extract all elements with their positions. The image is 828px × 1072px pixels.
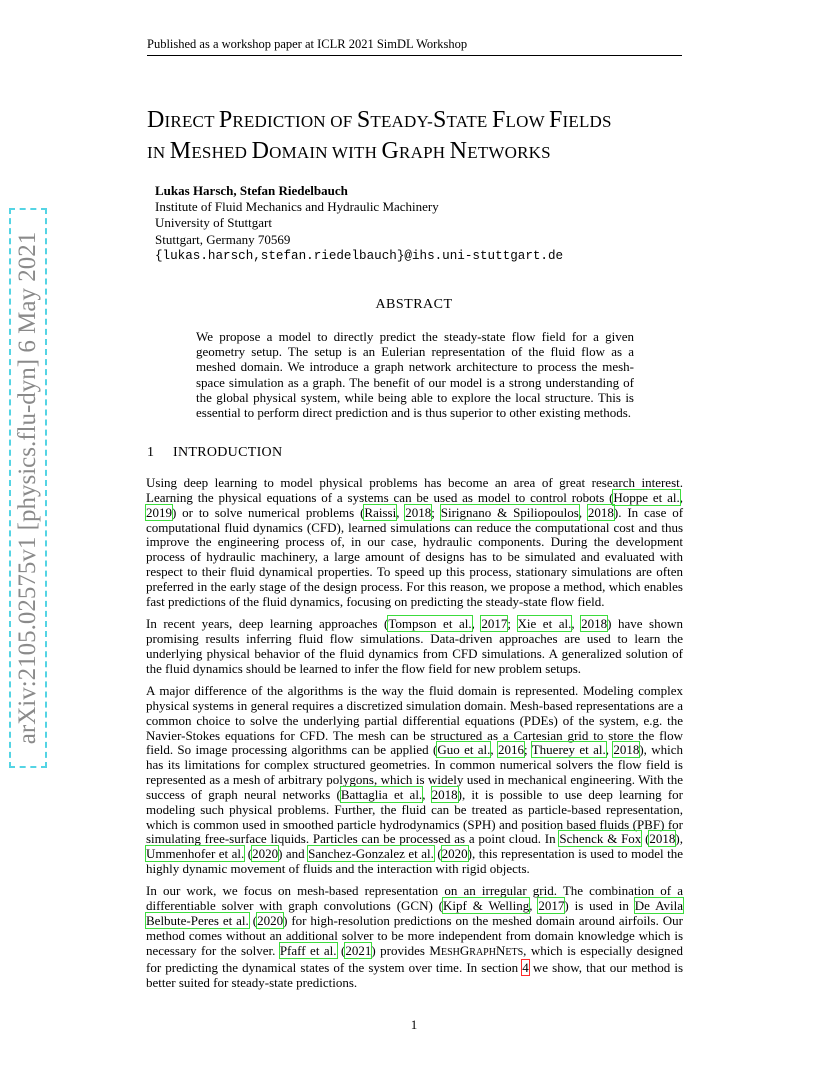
title-initial: F	[548, 107, 563, 133]
title-word: IRECT	[164, 112, 219, 131]
citation-link[interactable]: Pfaff et al.	[279, 942, 337, 958]
author-names: Lukas Harsch, Stefan Riedelbauch	[155, 183, 348, 198]
citation-link[interactable]: 2020	[257, 913, 284, 929]
citation-link[interactable]: 2021	[345, 942, 372, 958]
citation-link[interactable]: 2020	[441, 846, 468, 862]
citation-link[interactable]: De Avila Belbute-Peres et al.	[146, 898, 683, 929]
title-word: LOW	[505, 112, 549, 131]
title-word: ETWORKS	[467, 143, 551, 162]
affiliation-address: Stuttgart, Germany 70569	[155, 231, 291, 247]
author-email[interactable]: {lukas.harsch,stefan.riedelbauch}@ihs.uni-stuttgart.de	[155, 248, 564, 263]
paragraph-4: In our work, we focus on mesh-based representation on an irregular grid. The combination of a differentiable solver with graph convolutions (GCN) (Kipf & Welling, 2017) is used in De Avila Belbute-Peres et al. (2020) for high-resolution predictions on the meshed domain around airfoils. Our method comes without an additional solver to be more independent from domain knowledge which is necessary for the solver. Pfaff et al. (2021) provides MESHGRAPHNETS, which is especially designed for predicting the dynamical states of the system over time. In section 4 we show, that our method is better suited for steady-state predictions.	[146, 883, 683, 990]
title-word: IELDS	[562, 112, 612, 131]
title-line-2	[147, 136, 707, 167]
title-line-1	[147, 105, 707, 136]
title-initial: N	[449, 138, 468, 164]
title-word: RAPH	[399, 143, 450, 162]
section-title: INTRODUCTION	[173, 445, 283, 460]
title-word: TEADY-	[370, 112, 433, 131]
title-initial: D	[147, 107, 165, 133]
abstract-heading: ABSTRACT	[375, 297, 453, 312]
affiliation-university: University of Stuttgart	[155, 215, 272, 231]
title-initial: P	[218, 107, 233, 133]
title-initial: S	[432, 107, 447, 133]
abstract-text: We propose a model to directly predict the steady-state flow field for a given geometry setup. The setup is an Eulerian representation of the fluid flow as a meshed domain. We introduce a graph network architecture to process the mesh-space simulation as a graph. The benefit of our model is a strong understanding of the global physical system, while being able to explore the local structure. This is essential to perform direct prediction and is thus superior to other existing methods.	[196, 329, 634, 421]
citation-link[interactable]: Kipf & Welling	[443, 898, 530, 914]
author-block	[155, 183, 563, 264]
running-header: Published as a workshop paper at ICLR 2021 SimDL Workshop	[147, 36, 682, 56]
citation-link[interactable]: Schenck & Fox	[559, 831, 642, 847]
citation-link[interactable]: 2018	[431, 786, 458, 802]
title-initial: M	[169, 138, 192, 164]
citation-link[interactable]: Xie et al.	[517, 616, 572, 632]
citation-link[interactable]: Battaglia et al.	[340, 786, 423, 802]
citation-link[interactable]: Ummenhofer et al.	[146, 846, 245, 862]
citation-link[interactable]: 2020	[252, 846, 279, 862]
title-initial: G	[381, 138, 400, 164]
citation-link[interactable]: 2017	[538, 898, 565, 914]
body-text	[146, 476, 683, 998]
paragraph-2: In recent years, deep learning approaches (Tompson et al., 2017; Xie et al., 2018) have shown promising results inferring fluid flow simulations. Data-driven approaches are used to learn the underlying physical behavior of the fluid dynamics from CFD simulations. A generalized solution of the fluid dynamics should be learned to infer the flow field for new problem setups.	[146, 616, 683, 676]
citation-link[interactable]: 2018	[613, 742, 640, 758]
citation-link[interactable]: 2016	[498, 742, 525, 758]
citation-link[interactable]: Sirignano & Spiliopoulos	[440, 504, 579, 520]
paragraph-3: A major difference of the algorithms is the way the fluid domain is represented. Modeling complex physical systems in general requires a discretized simulation domain. Mesh-based representations are a common choice to solve the underlying partial differential equations (PDEs) of the system, e.g. the Navier-Stokes equations for CFD. The mesh can be structured as a Cartesian grid to store the flow field. So image processing algorithms can be applied (Guo et al., 2016; Thuerey et al., 2018), which has its limitations for complex structured geometries. In common numerical solvers the flow field is represented as a mesh of arbitrary polygons, which is widely used in mechanical engineering. With the success of graph neural networks (Battaglia et al., 2018), it is possible to use deep learning for modeling such physical problems. Further, the fluid can be treated as particle-based representation, which is common used in smoothed particle hydrodynamics (SPH) and position based fluids (PBF) for simulating free-surface liquids. Particles can be processed as a point cloud. In Schenck & Fox (2018), Ummenhofer et al. (2020) and Sanchez-Gonzalez et al. (2020), this representation is used to model the highly dynamic movement of fluids and the interaction with rigid objects.	[146, 682, 684, 877]
citation-link[interactable]: 2018	[587, 504, 614, 520]
arxiv-stamp[interactable]	[9, 208, 47, 768]
title-word: IN	[147, 143, 170, 162]
citation-link[interactable]: Thuerey et al.	[531, 742, 606, 758]
small-caps-text: RAPH	[469, 946, 496, 958]
paragraph-1: Using deep learning to model physical problems has become an area of great research interest. Learning the physical equations of a systems can be used as model to control robots (Hoppe et al., 2019) or to solve numerical problems (Raissi, 2018; Sirignano & Spiliopoulos, 2018). In case of computational fluid dynamics (CFD), learned simulations can reduce the computational cost and thus improve the engineering process of, in our case, hydraulic components. During the development process of hydraulic machinery, a large amount of designs has to be simulated and evaluated with respect to their fluid dynamical properties. To speed up this process, stationary simulations are often preferred in the early stage of the design process. For this reason, we propose a method, which enables fast predictions of the fluid dynamics, focusing on predicting the steady-state flow field.	[146, 475, 684, 609]
citation-link[interactable]: Tompson et al.	[388, 616, 472, 632]
small-caps-text: ESH	[440, 946, 460, 958]
page-number: 1	[410, 1017, 418, 1032]
citation-link[interactable]: 2018	[581, 616, 608, 632]
affiliation-institute: Institute of Fluid Mechanics and Hydraulic Machinery	[155, 199, 439, 215]
section-ref-link[interactable]: 4	[522, 959, 529, 975]
section-number: 1	[147, 445, 155, 460]
citation-link[interactable]: 2018	[405, 504, 432, 520]
citation-link[interactable]: 2017	[481, 616, 508, 632]
title-initial: D	[251, 138, 270, 164]
title-word: ESHED	[191, 143, 252, 162]
arxiv-stamp-text: arXiv:2105.02575v1 [physics.flu-dyn] 6 May 2021	[14, 231, 41, 745]
citation-link[interactable]: Raissi	[364, 504, 397, 520]
paper-title	[147, 105, 707, 167]
citation-link[interactable]: Hoppe et al.	[613, 489, 680, 505]
title-initial: F	[491, 107, 506, 133]
title-initial: S	[356, 107, 371, 133]
title-word: OMAIN WITH	[269, 143, 382, 162]
citation-link[interactable]: 2019	[146, 504, 172, 520]
citation-link[interactable]: Guo et al.	[437, 742, 491, 758]
section-heading-introduction	[147, 445, 282, 461]
citation-link[interactable]: 2018	[649, 831, 676, 847]
title-word: REDICTION OF	[232, 112, 357, 131]
title-word: TATE	[446, 112, 492, 131]
small-caps-text: ETS	[505, 946, 524, 958]
citation-link[interactable]: Sanchez-Gonzalez et al.	[308, 846, 434, 862]
